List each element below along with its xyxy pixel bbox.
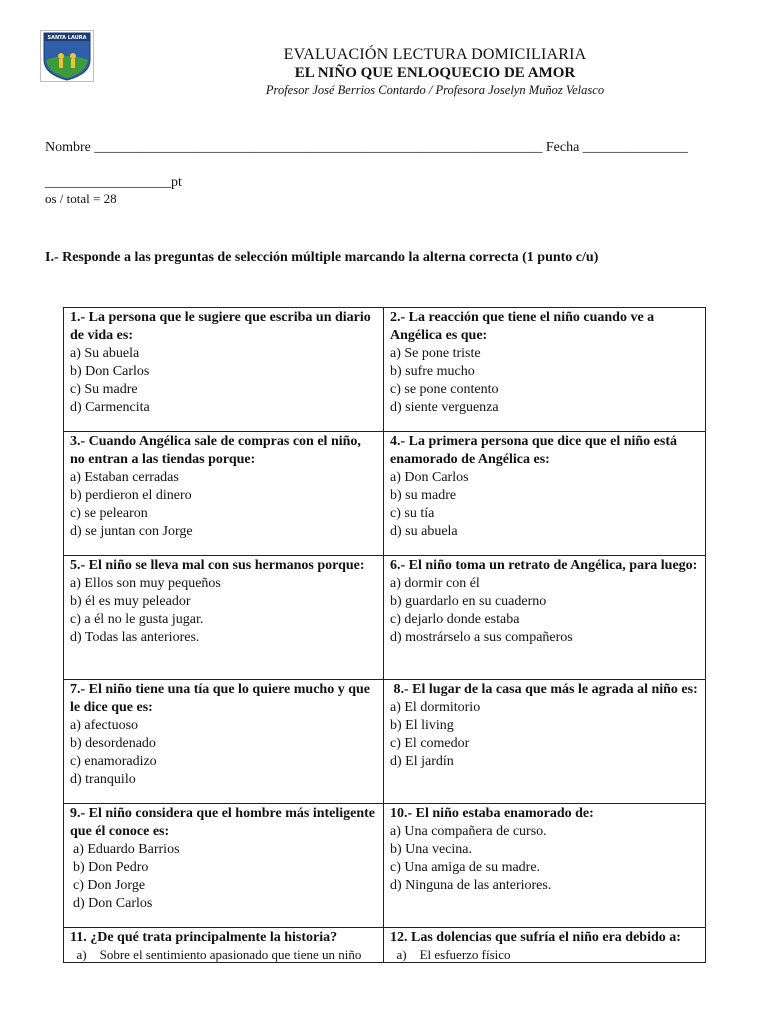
option[interactable]: c) El comedor (390, 736, 470, 751)
question-cell-6 (384, 556, 706, 680)
question-cell-10 (384, 804, 706, 928)
option[interactable]: d) siente verguenza (390, 400, 499, 415)
option[interactable]: c) se pelearon (70, 506, 148, 521)
table-row (64, 432, 706, 556)
teachers-line: Profesor José Berrios Contardo / Profesora Joselyn Muñoz Velasco (265, 83, 605, 97)
question-cell-3 (64, 432, 384, 556)
question-text: 10.- El niño estaba enamorado de: (390, 806, 594, 821)
name-date-line[interactable]: Nombre ________________________________________________________________ Fecha _______________ (45, 140, 688, 155)
option[interactable]: b) perdieron el dinero (70, 488, 192, 503)
option[interactable]: b) desordenado (70, 736, 156, 751)
questions-table (63, 307, 706, 963)
option[interactable]: c) Don Jorge (73, 878, 146, 893)
option[interactable]: c) Su madre (70, 382, 138, 397)
option[interactable]: d) tranquilo (70, 772, 136, 787)
school-crest-logo (40, 30, 94, 82)
question-cell-4 (384, 432, 706, 556)
option[interactable]: a) Su abuela (70, 346, 140, 361)
option[interactable]: a) El esfuerzo físico (390, 947, 511, 962)
option[interactable]: c) enamoradizo (70, 754, 157, 769)
option[interactable]: a) Don Carlos (390, 470, 469, 485)
option[interactable]: d) mostrárselo a sus compañeros (390, 630, 573, 645)
document-subtitle: EL NIÑO QUE ENLOQUECIO DE AMOR (294, 65, 576, 81)
option[interactable]: d) Don Carlos (73, 896, 153, 911)
question-text: 12. Las dolencias que sufría el niño era debido a: (390, 930, 681, 945)
option[interactable]: b) Don Carlos (70, 364, 150, 379)
question-text: 6.- El niño toma un retrato de Angélica, para luego: (390, 558, 698, 573)
logo-text: SANTA LAURA (47, 35, 87, 41)
option[interactable]: b) Don Pedro (73, 860, 149, 875)
option[interactable]: a) Eduardo Barrios (73, 842, 180, 857)
table-row (64, 804, 706, 928)
option[interactable]: b) Una vecina. (390, 842, 473, 857)
question-text: 2.- La reacción que tiene el niño cuando ve a Angélica es que: (390, 310, 655, 343)
option[interactable]: a) dormir con él (390, 576, 480, 591)
question-cell-5 (64, 556, 384, 680)
table-row (64, 928, 706, 963)
score-line[interactable]: __________________pt (45, 175, 182, 190)
option[interactable]: d) Todas las anteriores. (70, 630, 200, 645)
option[interactable]: c) su tía (390, 506, 435, 521)
total-line: os / total = 28 (45, 191, 117, 206)
table-row (64, 556, 706, 680)
option[interactable]: d) su abuela (390, 524, 458, 539)
option[interactable]: b) él es muy peleador (70, 594, 191, 609)
question-cell-9 (64, 804, 384, 928)
question-cell-1 (64, 308, 384, 432)
question-text: 7.- El niño tiene una tía que lo quiere mucho y que le dice que es: (70, 682, 371, 715)
option[interactable]: c) Una amiga de su madre. (390, 860, 541, 875)
table-row (64, 308, 706, 432)
question-text: 1.- La persona que le sugiere que escriba un diario de vida es: (70, 310, 371, 343)
option[interactable]: b) guardarlo en su cuaderno (390, 594, 547, 609)
option[interactable]: b) su madre (390, 488, 457, 503)
option[interactable]: d) El jardín (390, 754, 454, 769)
question-cell-7 (64, 680, 384, 804)
question-cell-12 (384, 928, 706, 963)
option[interactable]: c) se pone contento (390, 382, 499, 397)
document-title: EVALUACIÓN LECTURA DOMICILIARIA (283, 46, 587, 63)
table-row (64, 680, 706, 804)
option[interactable]: b) El living (390, 718, 454, 733)
option[interactable]: d) Carmencita (70, 400, 150, 415)
option[interactable]: a) Ellos son muy pequeños (70, 576, 221, 591)
question-cell-8 (384, 680, 706, 804)
option[interactable]: a) Estaban cerradas (70, 470, 179, 485)
question-text: 3.- Cuando Angélica sale de compras con el niño, no entran a las tiendas porque: (70, 434, 361, 467)
option[interactable]: c) a él no le gusta jugar. (70, 612, 204, 627)
question-text: 8.- El lugar de la casa que más le agrada al niño es: (390, 682, 698, 697)
question-text: 4.- La primera persona que dice que el niño está enamorado de Angélica es: (390, 434, 677, 467)
instructions: I.- Responde a las preguntas de selección múltiple marcando la alterna correcta (1 punto c/u) (45, 250, 599, 265)
option[interactable]: a) afectuoso (70, 718, 139, 733)
document-header (200, 46, 670, 98)
question-text: 5.- El niño se lleva mal con sus hermanos porque: (70, 558, 365, 573)
option[interactable]: d) se juntan con Jorge (70, 524, 193, 539)
option[interactable]: a) Se pone triste (390, 346, 481, 361)
option[interactable]: c) dejarlo donde estaba (390, 612, 520, 627)
option[interactable]: d) Ninguna de las anteriores. (390, 878, 552, 893)
question-cell-11 (64, 928, 384, 963)
question-cell-2 (384, 308, 706, 432)
option[interactable]: a) El dormitorio (390, 700, 481, 715)
question-text: 11. ¿De qué trata principalmente la historia? (70, 930, 338, 945)
question-text: 9.- El niño considera que el hombre más inteligente que él conoce es: (70, 806, 376, 839)
option[interactable]: a) Sobre el sentimiento apasionado que tiene un niño (70, 947, 362, 962)
option[interactable]: b) sufre mucho (390, 364, 475, 379)
option[interactable]: a) Una compañera de curso. (390, 824, 547, 839)
